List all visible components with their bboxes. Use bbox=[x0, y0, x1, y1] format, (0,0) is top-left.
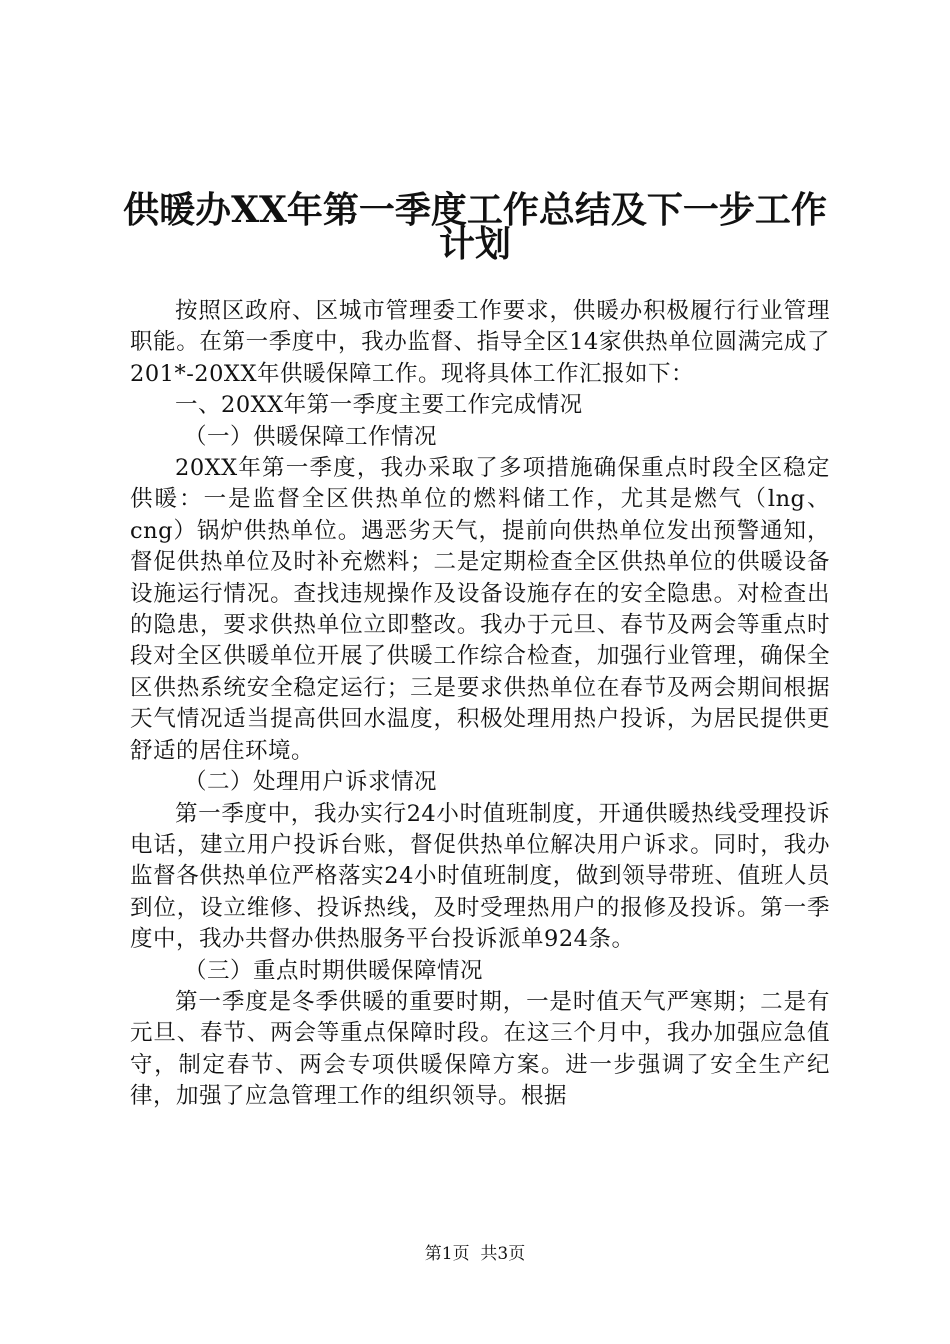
paragraph-user-complaints: 第一季度中，我办实行24小时值班制度，开通供暖热线受理投诉电话，建立用户投诉台账，督促供热单位解决用户诉求。同时，我办监督各供热单位严格落实24小时值班制度，做到领导带班、值班人员到位，设立维修、投诉热线，及时受理热用户的报修及投诉。第一季度中，我办共督办供热服务平台投诉派单924条。 bbox=[130, 800, 830, 953]
subsection-heading-2: （二）处理用户诉求情况 bbox=[184, 769, 438, 796]
paragraph-intro: 按照区政府、区城市管理委工作要求，供暖办积极履行行业管理职能。在第一季度中，我办监督、指导全区14家供热单位圆满完成了201*-20XX年供暖保障工作。现将具体工作汇报如下： bbox=[130, 298, 830, 387]
paragraph-heating-guarantee: 20XX年第一季度，我办采取了多项措施确保重点时段全区稳定供暖：一是监督全区供热单位的燃料储工作，尤其是燃气（lng、cng）锅炉供热单位。遇恶劣天气，提前向供热单位发出预警通知，督促供热单位及时补充燃料；二是定期检查全区供热单位的供暖设备设施运行情况。查找违规操作及设备设施存在的安全隐患。对检查出的隐患，要求供热单位立即整改。我办于元旦、春节及两会等重点时段对全区供暖单位开展了供暖工作综合检查，加强行业管理，确保全区供热系统安全稳定运行；三是要求供热单位在春节及两会期间根据天气情况适当提高供回水温度，积极处理用热户投诉，为居民提供更舒适的居住环境。 bbox=[130, 455, 830, 764]
document-title-line-2: 计划 bbox=[438, 223, 511, 265]
page-number: 第1页 共3页 bbox=[424, 1244, 526, 1264]
subsection-heading-3: （三）重点时期供暖保障情况 bbox=[184, 957, 484, 984]
document-body bbox=[130, 296, 830, 1113]
page-footer bbox=[0, 1243, 950, 1265]
paragraph-key-period: 第一季度是冬季供暖的重要时期，一是时值天气严寒期；二是有元旦、春节、两会等重点保障时段。在这三个月中，我办加强应急值守，制定春节、两会专项供暖保障方案。进一步强调了安全生产纪律，加强了应急管理工作的组织领导。根据 bbox=[130, 988, 830, 1110]
section-heading-1: 一、20XX年第一季度主要工作完成情况 bbox=[175, 392, 583, 419]
document-title-line-1: 供暖办XX年第一季度工作总结及下一步工作 bbox=[123, 189, 827, 231]
subsection-heading-1: （一）供暖保障工作情况 bbox=[184, 423, 438, 450]
